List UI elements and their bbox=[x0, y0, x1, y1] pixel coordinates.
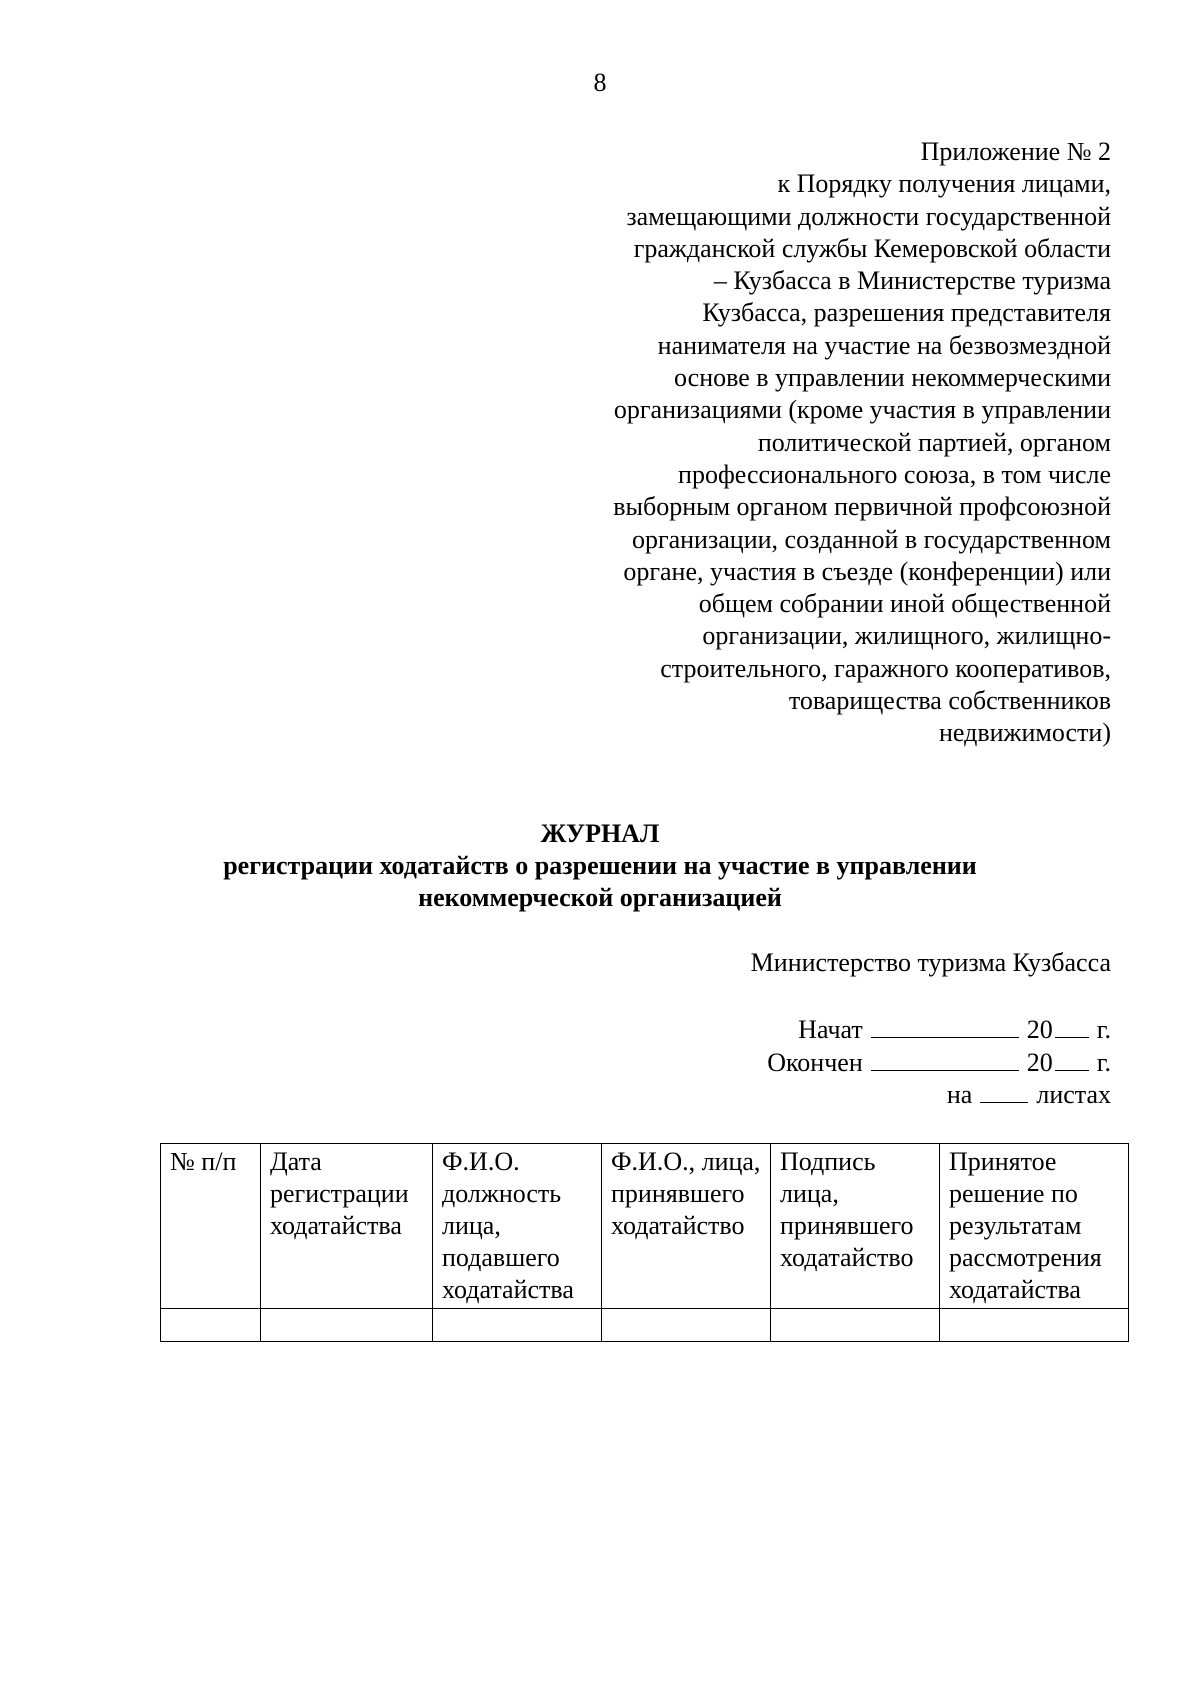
appendix-line: – Кузбасса в Министерстве туризма bbox=[713, 266, 1111, 296]
started-date-blank[interactable] bbox=[871, 1015, 1019, 1038]
page-number: 8 bbox=[593, 68, 607, 97]
ended-year-blank[interactable] bbox=[1055, 1048, 1089, 1071]
table-header-row bbox=[161, 1144, 1129, 1309]
table-cell[interactable] bbox=[940, 1309, 1129, 1342]
appendix-block bbox=[491, 136, 1111, 750]
appendix-line: Приложение № 2 bbox=[920, 137, 1111, 166]
table-cell[interactable] bbox=[261, 1309, 433, 1342]
appendix-line: организации, жилищного, жилищно- bbox=[702, 621, 1111, 651]
column-header-receiver: Ф.И.О., лица, принявшего ходатайство bbox=[602, 1144, 771, 1309]
appendix-line: замещающими должности государственной bbox=[626, 201, 1111, 231]
year-suffix: г. bbox=[1096, 1047, 1111, 1077]
journal-subtitle-line: некоммерческой организацией bbox=[418, 883, 782, 912]
appendix-line: гражданской службы Кемеровской области bbox=[633, 233, 1111, 263]
appendix-line: товарищества собственников bbox=[788, 686, 1111, 716]
column-header-signature: Подпись лица, принявшего ходатайство bbox=[771, 1144, 940, 1309]
journal-title: ЖУРНАЛ bbox=[540, 819, 660, 848]
table-cell[interactable] bbox=[161, 1309, 261, 1342]
table-cell[interactable] bbox=[433, 1309, 602, 1342]
table-row bbox=[161, 1309, 1129, 1342]
year-prefix: 20 bbox=[1026, 1047, 1053, 1077]
journal-table bbox=[160, 1143, 1129, 1342]
column-header-number: № п/п bbox=[161, 1144, 261, 1309]
started-line bbox=[767, 1014, 1111, 1047]
started-label: Начат bbox=[798, 1015, 863, 1044]
journal-heading bbox=[0, 818, 1200, 914]
year-suffix: г. bbox=[1096, 1015, 1111, 1044]
appendix-line: политической партией, органом bbox=[757, 427, 1111, 457]
appendix-line: недвижимости) bbox=[939, 718, 1111, 748]
table-cell[interactable] bbox=[602, 1309, 771, 1342]
appendix-line: Кузбасса, разрешения представителя bbox=[702, 298, 1111, 328]
appendix-line: к Порядку получения лицами, bbox=[777, 169, 1111, 199]
appendix-line: общем собрании иной общественной bbox=[698, 589, 1111, 619]
appendix-line: нанимателя на участие на безвозмездной bbox=[657, 330, 1111, 360]
journal-subtitle-line: регистрации ходатайств о разрешении на участие в управлении bbox=[223, 851, 977, 880]
ministry-name: Министерство туризма Кузбасса bbox=[750, 948, 1111, 977]
column-header-date: Дата регистрации ходатайства bbox=[261, 1144, 433, 1309]
sheets-line bbox=[767, 1079, 1111, 1112]
sheets-count-blank[interactable] bbox=[980, 1080, 1028, 1103]
appendix-line: профессионального союза, в том числе bbox=[678, 459, 1111, 489]
appendix-line: выборным органом первичной профсоюзной bbox=[613, 492, 1111, 522]
ended-date-blank[interactable] bbox=[871, 1048, 1019, 1071]
started-year-blank[interactable] bbox=[1055, 1015, 1089, 1038]
ended-label: Окончен bbox=[767, 1047, 863, 1077]
table-cell[interactable] bbox=[771, 1309, 940, 1342]
ended-line bbox=[767, 1047, 1111, 1080]
appendix-line: строительного, гаражного кооперативов, bbox=[660, 653, 1111, 683]
journal-dates bbox=[767, 1014, 1111, 1112]
appendix-line: основе в управлении некоммерческими bbox=[674, 363, 1111, 393]
column-header-decision: Принятое решение по результатам рассмотрения ходатайства bbox=[940, 1144, 1129, 1309]
year-prefix: 20 bbox=[1026, 1015, 1053, 1044]
column-header-applicant: Ф.И.О. должность лица, подавшего ходатайства bbox=[433, 1144, 602, 1309]
appendix-line: организациями (кроме участия в управлении bbox=[613, 395, 1111, 425]
sheets-suffix: листах bbox=[1036, 1080, 1111, 1109]
sheets-prefix: на bbox=[946, 1080, 973, 1109]
appendix-line: органе, участия в съезде (конференции) или bbox=[623, 556, 1111, 586]
appendix-line: организации, созданной в государственном bbox=[631, 524, 1111, 554]
